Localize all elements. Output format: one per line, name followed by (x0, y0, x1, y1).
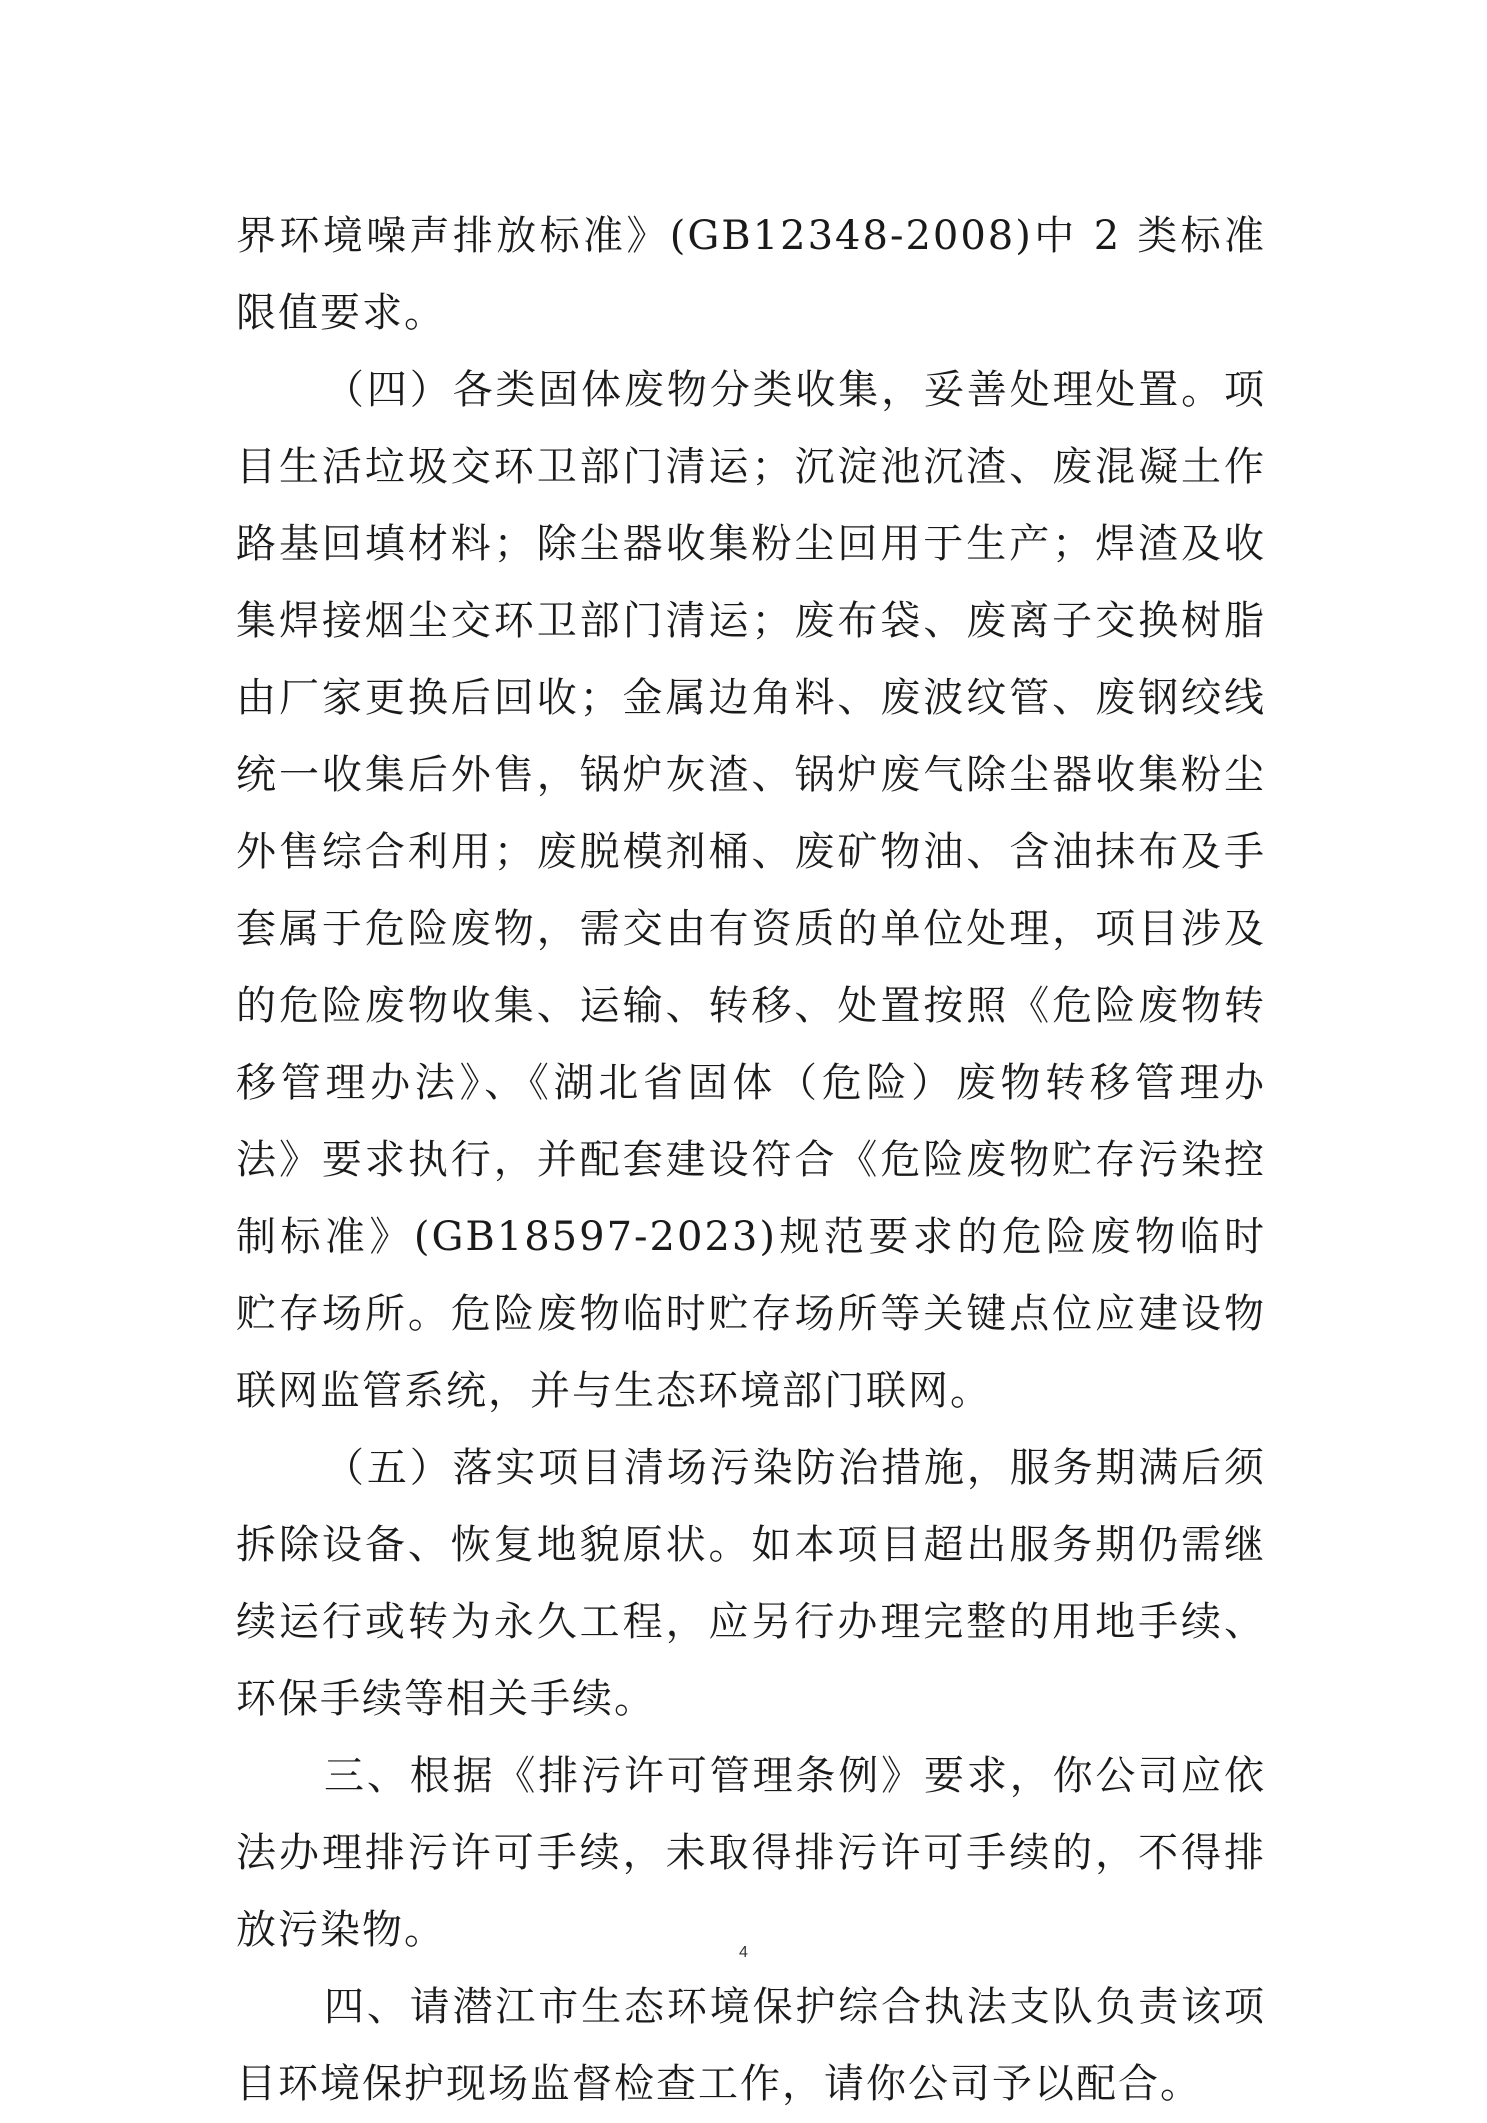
text-line: 单位处理，项目涉及的危险废物收集、运输、转移、处置按 (236, 906, 1267, 1029)
text-line: 渣、锅炉废气除尘器收集粉尘外售综合利用；废脱模剂桶、 (236, 752, 1267, 875)
text-line: 转为永久工程，应另行办理完整的用地手续、环保手续等相 (236, 1599, 1267, 1722)
text-line: 设备、恢复地貌原状。如本项目超出服务期仍需继续运行或 (236, 1522, 1267, 1645)
text-line: 环卫部门清运；废布袋、废离子交换树脂由厂家更换后回收； (236, 598, 1267, 721)
text-line: 活垃圾交环卫部门清运；沉淀池沉渣、废混凝土作路基回填 (236, 444, 1267, 567)
text-line: 三、根据《排污许可管理条例》要求，你公司应依法办 (236, 1753, 1266, 1876)
paragraph-supervision (236, 1969, 1266, 2123)
page-number: 4 (739, 1944, 748, 1961)
text-line: 材料；除尘器收集粉尘回用于生产；焊渣及收集焊接烟尘交 (236, 521, 1267, 644)
text-line: 移管理办法》要求执行，并配套建设符合《危险废物贮存污 (236, 1060, 1267, 1183)
text-line: 染控制标准》(GB18597-2023)规范要求的危险废物临时贮存 (236, 1137, 1267, 1337)
text-line: （四）各类固体废物分类收集，妥善处理处置。项目生 (236, 367, 1266, 490)
paragraph-solid-waste (236, 352, 1266, 1430)
text-line: 场所。危险废物临时贮存场所等关键点位应建设物联网监管 (236, 1291, 1267, 1414)
text-line: 金属边角料、废波纹管、废钢绞线统一收集后外售，锅炉灰 (236, 675, 1267, 798)
text-line: 废矿物油、含油抹布及手套属于危险废物，需交由有资质的 (236, 829, 1267, 952)
text-line: 境保护现场监督检查工作，请你公司予以配合。 (320, 2061, 1202, 2107)
paragraph-discharge-permit (236, 1738, 1266, 1969)
text-line: 系统，并与生态环境部门联网。 (404, 1368, 992, 1414)
body-text (236, 198, 1266, 2123)
text-line: 关手续。 (488, 1676, 656, 1722)
text-line: （五）落实项目清场污染防治措施，服务期满后须拆除 (236, 1445, 1266, 1568)
text-line: 照《危险废物转移管理办法》、《湖北省固体（危险）废物转 (236, 983, 1267, 1106)
text-line: 界环境噪声排放标准》(GB12348-2008)中 2 类标准限值要求。 (236, 213, 1266, 336)
text-line: 理排污许可手续，未取得排污许可手续的，不得排放污染物。 (236, 1830, 1267, 1953)
paragraph-noise-standard-continuation (236, 198, 1266, 352)
paragraph-site-clearance (236, 1430, 1266, 1738)
text-line: 四、请潜江市生态环境保护综合执法支队负责该项目环 (236, 1984, 1266, 2107)
